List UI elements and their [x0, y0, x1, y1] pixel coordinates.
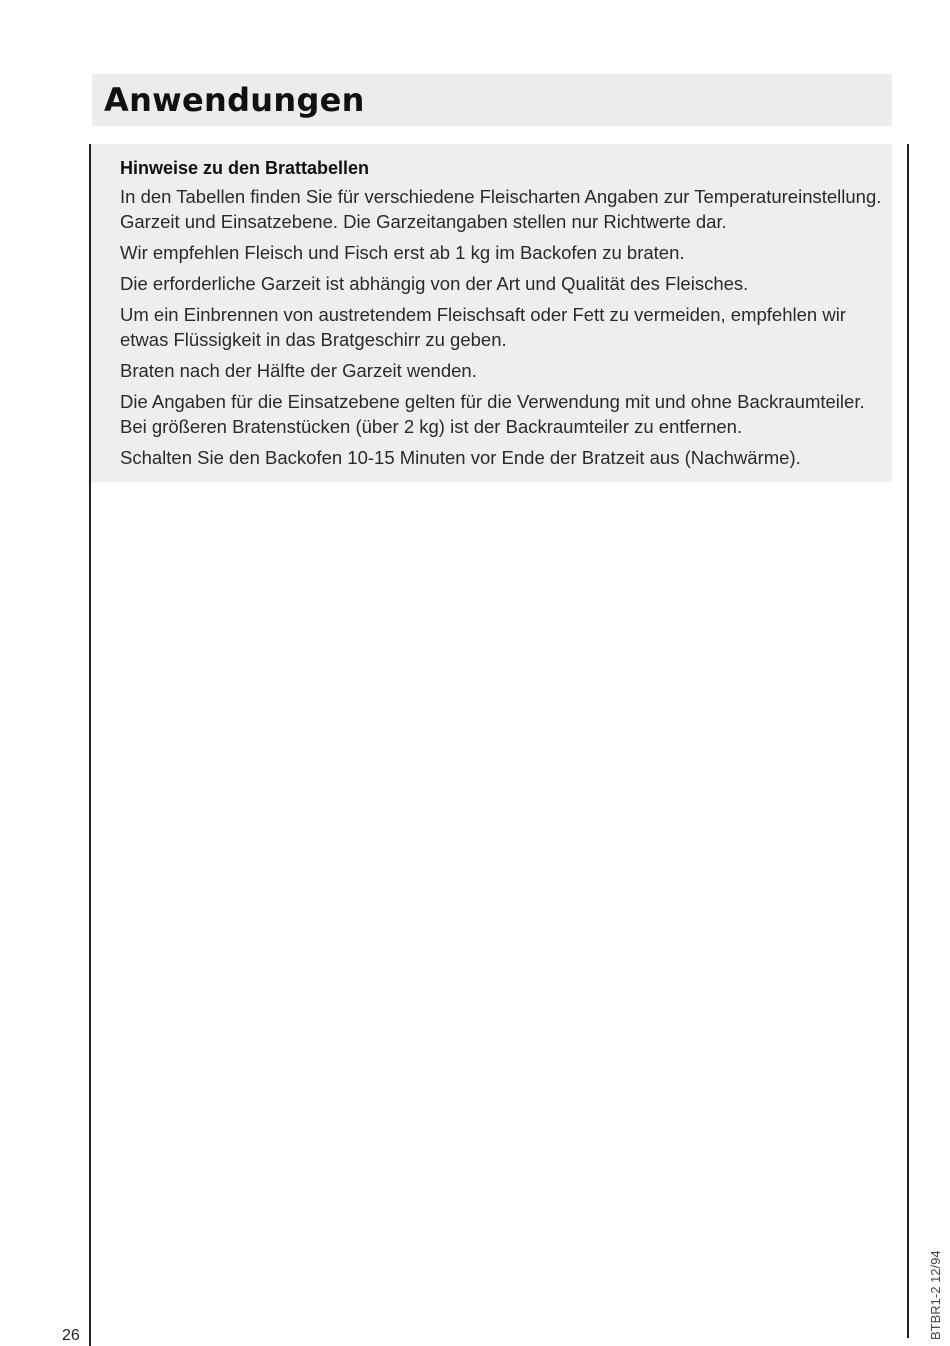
- note-paragraph: Wir empfehlen Fleisch und Fisch erst ab 1 kg im Backofen zu braten.: [120, 242, 685, 263]
- right-margin-rule: [907, 144, 909, 1338]
- note-paragraph: Die Angaben für die Einsatzebene gelten für die Verwendung mit und ohne Backraumteiler. Bei größeren Bratenstücken (über 2 kg) ist der Backraumteiler zu entfernen.: [120, 391, 865, 437]
- note-paragraph: Schalten Sie den Backofen 10-15 Minuten vor Ende der Bratzeit aus (Nachwärme).: [120, 447, 801, 468]
- note-paragraph: Die erforderliche Garzeit ist abhängig von der Art und Qualität des Fleisches.: [120, 273, 749, 294]
- notes-body: [120, 184, 886, 476]
- note-paragraph: In den Tabellen finden Sie für verschiedene Fleischarten Angaben zur Temperatureinstellung. Garzeit und Einsatzebene. Die Garzeitangaben stellen nur Richtwerte dar.: [120, 186, 882, 232]
- page-title: Anwendungen: [104, 81, 365, 119]
- document-code: BTBR1-2 12/94: [928, 1250, 943, 1340]
- note-paragraph: Braten nach der Hälfte der Garzeit wenden.: [120, 360, 477, 381]
- note-paragraph: Um ein Einbrennen von austretendem Fleischsaft oder Fett zu vermeiden, empfehlen wir etwas Flüssigkeit in das Bratgeschirr zu geben.: [120, 304, 846, 350]
- notes-heading: Hinweise zu den Brattabellen: [120, 158, 370, 178]
- page-number: 26: [62, 1327, 80, 1344]
